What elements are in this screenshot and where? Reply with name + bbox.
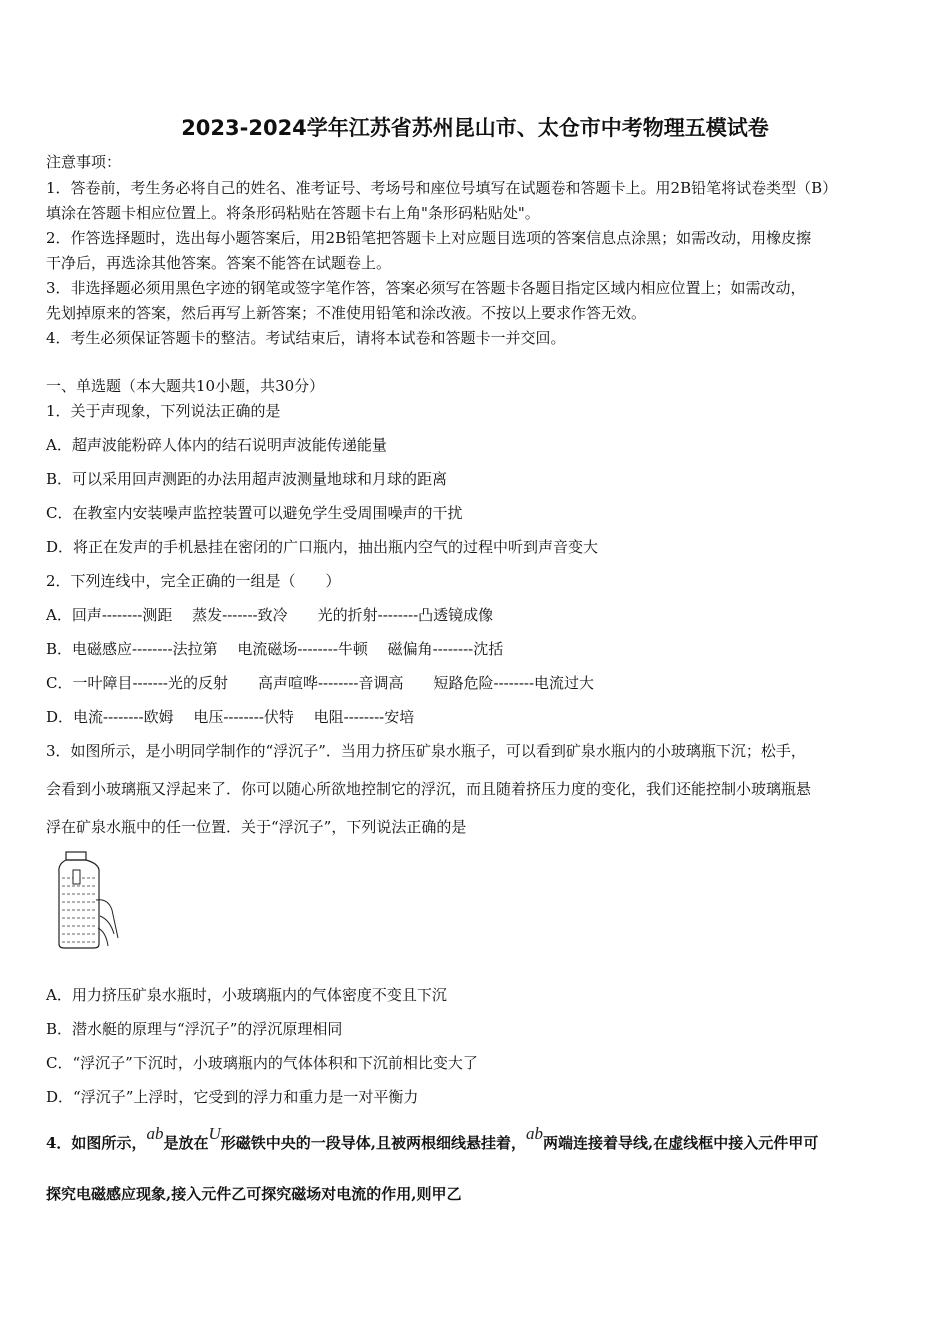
question-1-option-d: D．将正在发声的手机悬挂在密闭的广口瓶内，抽出瓶内空气的过程中听到声音变大 bbox=[46, 538, 599, 556]
page-title: 2023-2024学年江苏省苏州昆山市、太仓市中考物理五模试卷 bbox=[181, 116, 769, 140]
question-1-option-c: C．在教室内安装噪声监控装置可以避免学生受周围噪声的干扰 bbox=[46, 504, 463, 522]
formula-ab: ab bbox=[146, 1124, 164, 1143]
formula-u: U bbox=[208, 1124, 221, 1143]
question-4-stem bbox=[46, 1124, 906, 1153]
question-3-option-c: C．“浮沉子”下沉时，小玻璃瓶内的气体体积和下沉前相比变大了 bbox=[46, 1054, 478, 1072]
question-1-option-a: A．超声波能粉碎人体内的结石说明声波能传递能量 bbox=[46, 436, 387, 454]
notice-line: 2．作答选择题时，选出每小题答案后，用2B铅笔把答题卡上对应题目选项的答案信息点涂黑；如需改动，用橡皮擦 bbox=[46, 229, 812, 247]
notice-line: 干净后，再选涂其他答案。答案不能答在试题卷上。 bbox=[46, 254, 392, 272]
notice-line: 3．非选择题必须用黑色字迹的钢笔或签字笔作答，答案必须写在答题卡各题目指定区域内相应位置上；如需改动， bbox=[46, 279, 806, 297]
question-4-prefix: 4．如图所示， bbox=[46, 1134, 147, 1152]
section-heading: 一、单选题（本大题共10小题，共30分） bbox=[46, 377, 325, 395]
question-1-option-b: B．可以采用回声测距的办法用超声波测量地球和月球的距离 bbox=[46, 470, 448, 488]
notice-line: 1．答卷前，考生务必将自己的姓名、准考证号、考场号和座位号填写在试题卷和答题卡上。用2B铅笔将试卷类型（B） bbox=[46, 179, 838, 197]
notice-heading: 注意事项： bbox=[46, 153, 122, 171]
notice-line: 先划掉原来的答案，然后再写上新答案；不准使用铅笔和涂改液。不按以上要求作答无效。 bbox=[46, 304, 647, 322]
question-2-option-b: B．电磁感应--------法拉第 电流磁场--------牛顿 磁偏角--------沈括 bbox=[46, 640, 504, 658]
question-3-stem-line: 会看到小玻璃瓶又浮起来了．你可以随心所欲地控制它的浮沉，而且随着挤压力度的变化，我们还能控制小玻璃瓶悬 bbox=[46, 780, 812, 798]
cartesian-diver-figure bbox=[56, 850, 122, 950]
question-3-option-d: D．“浮沉子”上浮时，它受到的浮力和重力是一对平衡力 bbox=[46, 1088, 419, 1106]
question-3-option-b: B．潜水艇的原理与“浮沉子”的浮沉原理相同 bbox=[46, 1020, 343, 1038]
question-4-text: 形磁铁中央的一段导体,且被两根细线悬挂着， bbox=[220, 1134, 526, 1152]
question-3-option-a: A．用力挤压矿泉水瓶时，小玻璃瓶内的气体密度不变且下沉 bbox=[46, 986, 447, 1004]
question-3-stem-line: 3．如图所示，是小明同学制作的“浮沉子”．当用力挤压矿泉水瓶子，可以看到矿泉水瓶内的小玻璃瓶下沉；松手， bbox=[46, 742, 806, 760]
question-4-stem-line-2: 探究电磁感应现象,接入元件乙可探究磁场对电流的作用,则甲乙 bbox=[46, 1185, 462, 1203]
question-2-option-a: A．回声--------测距 蒸发-------致冷 光的折射--------凸透镜成像 bbox=[46, 606, 494, 624]
question-2-option-d: D．电流--------欧姆 电压--------伏特 电阻--------安培 bbox=[46, 708, 415, 726]
question-2-stem: 2．下列连线中，完全正确的一组是（ ） bbox=[46, 572, 341, 590]
question-4-text: 是放在 bbox=[163, 1134, 209, 1152]
notice-line: 填涂在答题卡相应位置上。将条形码粘贴在答题卡右上角"条形码粘贴处"。 bbox=[46, 204, 540, 222]
question-4-text: 两端连接着导线,在虚线框中接入元件甲可 bbox=[542, 1134, 819, 1152]
question-3-stem-line: 浮在矿泉水瓶中的任一位置．关于“浮沉子”，下列说法正确的是 bbox=[46, 818, 467, 836]
question-2-option-c: C．一叶障目-------光的反射 高声喧哗--------音调高 短路危险--------电流过大 bbox=[46, 674, 595, 692]
question-1-stem: 1．关于声现象，下列说法正确的是 bbox=[46, 402, 281, 420]
formula-ab: ab bbox=[525, 1124, 543, 1143]
notice-line: 4．考生必须保证答题卡的整洁。考试结束后，请将本试卷和答题卡一并交回。 bbox=[46, 329, 566, 347]
